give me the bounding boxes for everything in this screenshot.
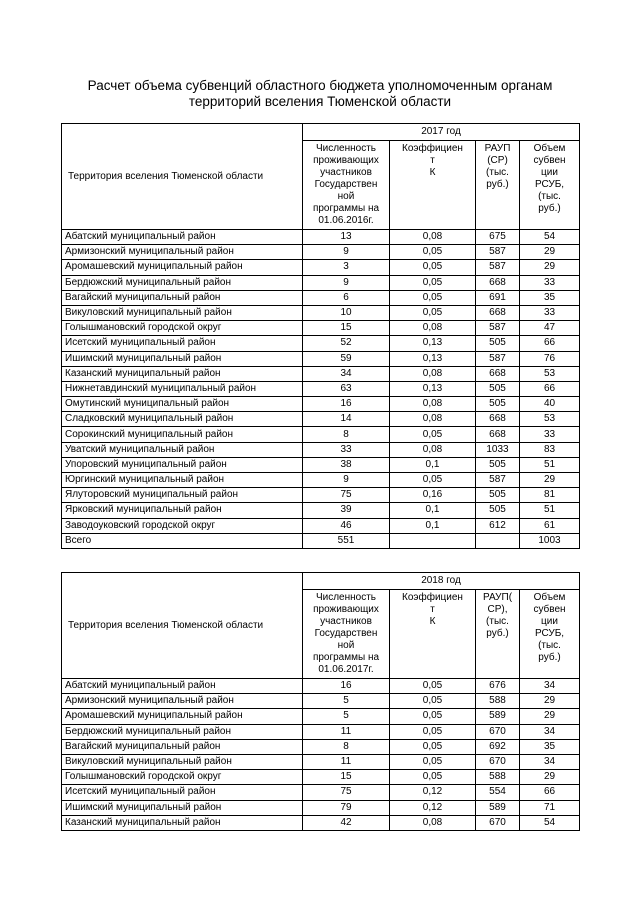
coef-cell: 0,05 (390, 305, 476, 320)
raup-cell: 505 (476, 457, 520, 472)
table-row (62, 815, 580, 830)
volume-header: Объем субвен ции РСУБ, (тыс. руб.) (520, 141, 580, 230)
title-line-2: территорий вселения Тюменской области (188, 94, 452, 109)
count-cell: 6 (303, 290, 390, 305)
volume-cell: 33 (520, 305, 580, 320)
table-row (62, 518, 580, 533)
raup-cell: 670 (476, 724, 520, 739)
table-row (62, 770, 580, 785)
territory-cell: Голышмановский городской округ (62, 770, 303, 785)
total-coef (390, 533, 476, 548)
coef-cell: 0,05 (390, 754, 476, 769)
raup-cell: 668 (476, 427, 520, 442)
coef-cell: 0,05 (390, 709, 476, 724)
territory-cell: Аромашевский муниципальный район (62, 709, 303, 724)
raup-header: РАУП( СР), (тыс. руб.) (476, 590, 520, 679)
volume-header: Объем субвен ции РСУБ, (тыс. руб.) (520, 590, 580, 679)
volume-cell: 66 (520, 785, 580, 800)
raup-cell: 588 (476, 694, 520, 709)
table-row (62, 351, 580, 366)
table-row (62, 381, 580, 396)
count-cell: 52 (303, 336, 390, 351)
total-row (62, 533, 580, 548)
count-cell: 59 (303, 351, 390, 366)
territory-cell: Ярковский муниципальный район (62, 503, 303, 518)
coef-cell: 0,05 (390, 290, 476, 305)
territory-cell: Ялуторовский муниципальный район (62, 488, 303, 503)
volume-cell: 29 (520, 770, 580, 785)
coef-cell: 0,08 (390, 366, 476, 381)
territory-cell: Аромашевский муниципальный район (62, 260, 303, 275)
volume-cell: 66 (520, 381, 580, 396)
raup-cell: 589 (476, 800, 520, 815)
count-cell: 38 (303, 457, 390, 472)
coef-cell: 0,05 (390, 739, 476, 754)
total-volume: 1003 (520, 533, 580, 548)
raup-header: РАУП (СР) (тыс. руб.) (476, 141, 520, 230)
coef-cell: 0,16 (390, 488, 476, 503)
territory-cell: Армизонский муниципальный район (62, 245, 303, 260)
raup-cell: 589 (476, 709, 520, 724)
table-row (62, 321, 580, 336)
count-cell: 8 (303, 739, 390, 754)
coef-cell: 0,05 (390, 724, 476, 739)
volume-cell: 40 (520, 397, 580, 412)
territory-cell: Уватский муниципальный район (62, 442, 303, 457)
count-cell: 46 (303, 518, 390, 533)
title-line-1: Расчет объема субвенций областного бюджета уполномоченным органам (87, 78, 553, 93)
coef-cell: 0,08 (390, 815, 476, 830)
table-row (62, 724, 580, 739)
coef-cell: 0,05 (390, 473, 476, 488)
table-year-row (62, 573, 580, 590)
coefficient-header: Коэффициен т К (390, 590, 476, 679)
table-row (62, 457, 580, 472)
coef-cell: 0,05 (390, 770, 476, 785)
raup-cell: 505 (476, 503, 520, 518)
coef-cell: 0,13 (390, 336, 476, 351)
table-row (62, 336, 580, 351)
raup-cell: 675 (476, 230, 520, 245)
volume-cell: 29 (520, 245, 580, 260)
raup-cell: 668 (476, 275, 520, 290)
count-cell: 16 (303, 397, 390, 412)
territory-cell: Сладковский муниципальный район (62, 412, 303, 427)
raup-cell: 670 (476, 754, 520, 769)
territory-cell: Исетский муниципальный район (62, 336, 303, 351)
volume-cell: 83 (520, 442, 580, 457)
count-cell: 39 (303, 503, 390, 518)
count-cell: 79 (303, 800, 390, 815)
coef-cell: 0,1 (390, 503, 476, 518)
count-cell: 5 (303, 694, 390, 709)
volume-cell: 35 (520, 290, 580, 305)
count-cell: 16 (303, 679, 390, 694)
territory-cell: Вагайский муниципальный район (62, 739, 303, 754)
territory-header: Территория вселения Тюменской области (62, 124, 303, 230)
coefficient-header: Коэффициен т К (390, 141, 476, 230)
table-year-row (62, 124, 580, 141)
volume-cell: 34 (520, 754, 580, 769)
volume-cell: 29 (520, 473, 580, 488)
territory-cell: Викуловский муниципальный район (62, 754, 303, 769)
volume-cell: 61 (520, 518, 580, 533)
volume-cell: 35 (520, 739, 580, 754)
raup-cell: 1033 (476, 442, 520, 457)
coef-cell: 0,05 (390, 694, 476, 709)
table-row (62, 709, 580, 724)
table-row (62, 754, 580, 769)
count-cell: 9 (303, 275, 390, 290)
volume-cell: 29 (520, 709, 580, 724)
table-row (62, 442, 580, 457)
count-cell: 33 (303, 442, 390, 457)
raup-cell: 587 (476, 351, 520, 366)
territory-cell: Омутинский муниципальный район (62, 397, 303, 412)
count-cell: 75 (303, 785, 390, 800)
territory-cell: Голышмановский городской округ (62, 321, 303, 336)
coef-cell: 0,08 (390, 321, 476, 336)
territory-cell: Бердюжский муниципальный район (62, 275, 303, 290)
year-header: 2018 год (303, 573, 580, 590)
table-row (62, 366, 580, 381)
coef-cell: 0,05 (390, 679, 476, 694)
volume-cell: 53 (520, 366, 580, 381)
volume-cell: 54 (520, 815, 580, 830)
count-cell: 63 (303, 381, 390, 396)
coef-cell: 0,1 (390, 518, 476, 533)
territory-cell: Ишимский муниципальный район (62, 800, 303, 815)
count-cell: 15 (303, 321, 390, 336)
raup-cell: 668 (476, 305, 520, 320)
raup-cell: 505 (476, 336, 520, 351)
subvention-table-2017 (61, 123, 580, 549)
raup-cell: 505 (476, 488, 520, 503)
coef-cell: 0,05 (390, 245, 476, 260)
coef-cell: 0,05 (390, 275, 476, 290)
count-cell: 8 (303, 427, 390, 442)
table-row (62, 260, 580, 275)
coef-cell: 0,13 (390, 381, 476, 396)
table-row (62, 739, 580, 754)
raup-cell: 670 (476, 815, 520, 830)
territory-cell: Ишимский муниципальный район (62, 351, 303, 366)
raup-cell: 587 (476, 321, 520, 336)
table-row (62, 503, 580, 518)
raup-cell: 668 (476, 366, 520, 381)
count-cell: 3 (303, 260, 390, 275)
table-row (62, 488, 580, 503)
count-header: Численность проживающих участников Государствен ной программы на 01.06.2017г. (303, 590, 390, 679)
coef-cell: 0,12 (390, 785, 476, 800)
document-title (60, 78, 580, 110)
table-row (62, 412, 580, 427)
volume-cell: 71 (520, 800, 580, 815)
volume-cell: 54 (520, 230, 580, 245)
count-cell: 42 (303, 815, 390, 830)
volume-cell: 51 (520, 503, 580, 518)
count-header: Численность проживающих участников Государствен ной программы на 01.06.2016г. (303, 141, 390, 230)
coef-cell: 0,1 (390, 457, 476, 472)
count-cell: 5 (303, 709, 390, 724)
coef-cell: 0,05 (390, 427, 476, 442)
volume-cell: 33 (520, 427, 580, 442)
count-cell: 34 (303, 366, 390, 381)
territory-cell: Юргинский муниципальный район (62, 473, 303, 488)
territory-cell: Викуловский муниципальный район (62, 305, 303, 320)
raup-cell: 668 (476, 412, 520, 427)
raup-cell: 588 (476, 770, 520, 785)
raup-cell: 587 (476, 245, 520, 260)
volume-cell: 66 (520, 336, 580, 351)
year-header: 2017 год (303, 124, 580, 141)
territory-cell: Казанский муниципальный район (62, 366, 303, 381)
territory-cell: Абатский муниципальный район (62, 679, 303, 694)
raup-cell: 676 (476, 679, 520, 694)
table-row (62, 427, 580, 442)
total-count: 551 (303, 533, 390, 548)
coef-cell: 0,08 (390, 412, 476, 427)
volume-cell: 53 (520, 412, 580, 427)
table-row (62, 275, 580, 290)
raup-cell: 587 (476, 260, 520, 275)
volume-cell: 29 (520, 694, 580, 709)
count-cell: 9 (303, 473, 390, 488)
territory-cell: Сорокинский муниципальный район (62, 427, 303, 442)
count-cell: 11 (303, 754, 390, 769)
table-row (62, 245, 580, 260)
count-cell: 10 (303, 305, 390, 320)
territory-cell: Абатский муниципальный район (62, 230, 303, 245)
territory-cell: Заводоуковский городской округ (62, 518, 303, 533)
volume-cell: 81 (520, 488, 580, 503)
coef-cell: 0,13 (390, 351, 476, 366)
raup-cell: 692 (476, 739, 520, 754)
table-row (62, 230, 580, 245)
territory-cell: Казанский муниципальный район (62, 815, 303, 830)
territory-cell: Нижнетавдинский муниципальный район (62, 381, 303, 396)
coef-cell: 0,08 (390, 230, 476, 245)
coef-cell: 0,12 (390, 800, 476, 815)
volume-cell: 47 (520, 321, 580, 336)
table-row (62, 305, 580, 320)
territory-cell: Бердюжский муниципальный район (62, 724, 303, 739)
volume-cell: 29 (520, 260, 580, 275)
raup-cell: 505 (476, 397, 520, 412)
count-cell: 14 (303, 412, 390, 427)
raup-cell: 505 (476, 381, 520, 396)
territory-header: Территория вселения Тюменской области (62, 573, 303, 679)
territory-cell: Исетский муниципальный район (62, 785, 303, 800)
coef-cell: 0,08 (390, 397, 476, 412)
coef-cell: 0,08 (390, 442, 476, 457)
volume-cell: 34 (520, 679, 580, 694)
raup-cell: 691 (476, 290, 520, 305)
raup-cell: 587 (476, 473, 520, 488)
raup-cell: 554 (476, 785, 520, 800)
count-cell: 13 (303, 230, 390, 245)
count-cell: 9 (303, 245, 390, 260)
volume-cell: 76 (520, 351, 580, 366)
table-row (62, 679, 580, 694)
territory-cell: Упоровский муниципальный район (62, 457, 303, 472)
territory-cell: Вагайский муниципальный район (62, 290, 303, 305)
territory-cell: Армизонский муниципальный район (62, 694, 303, 709)
count-cell: 11 (303, 724, 390, 739)
raup-cell: 612 (476, 518, 520, 533)
volume-cell: 51 (520, 457, 580, 472)
volume-cell: 33 (520, 275, 580, 290)
table-row (62, 397, 580, 412)
volume-cell: 34 (520, 724, 580, 739)
table-row (62, 290, 580, 305)
total-raup (476, 533, 520, 548)
table-row (62, 473, 580, 488)
coef-cell: 0,05 (390, 260, 476, 275)
table-row (62, 785, 580, 800)
subvention-table-2018 (61, 572, 580, 831)
count-cell: 15 (303, 770, 390, 785)
table-row (62, 800, 580, 815)
count-cell: 75 (303, 488, 390, 503)
total-label: Всего (62, 533, 303, 548)
table-row (62, 694, 580, 709)
